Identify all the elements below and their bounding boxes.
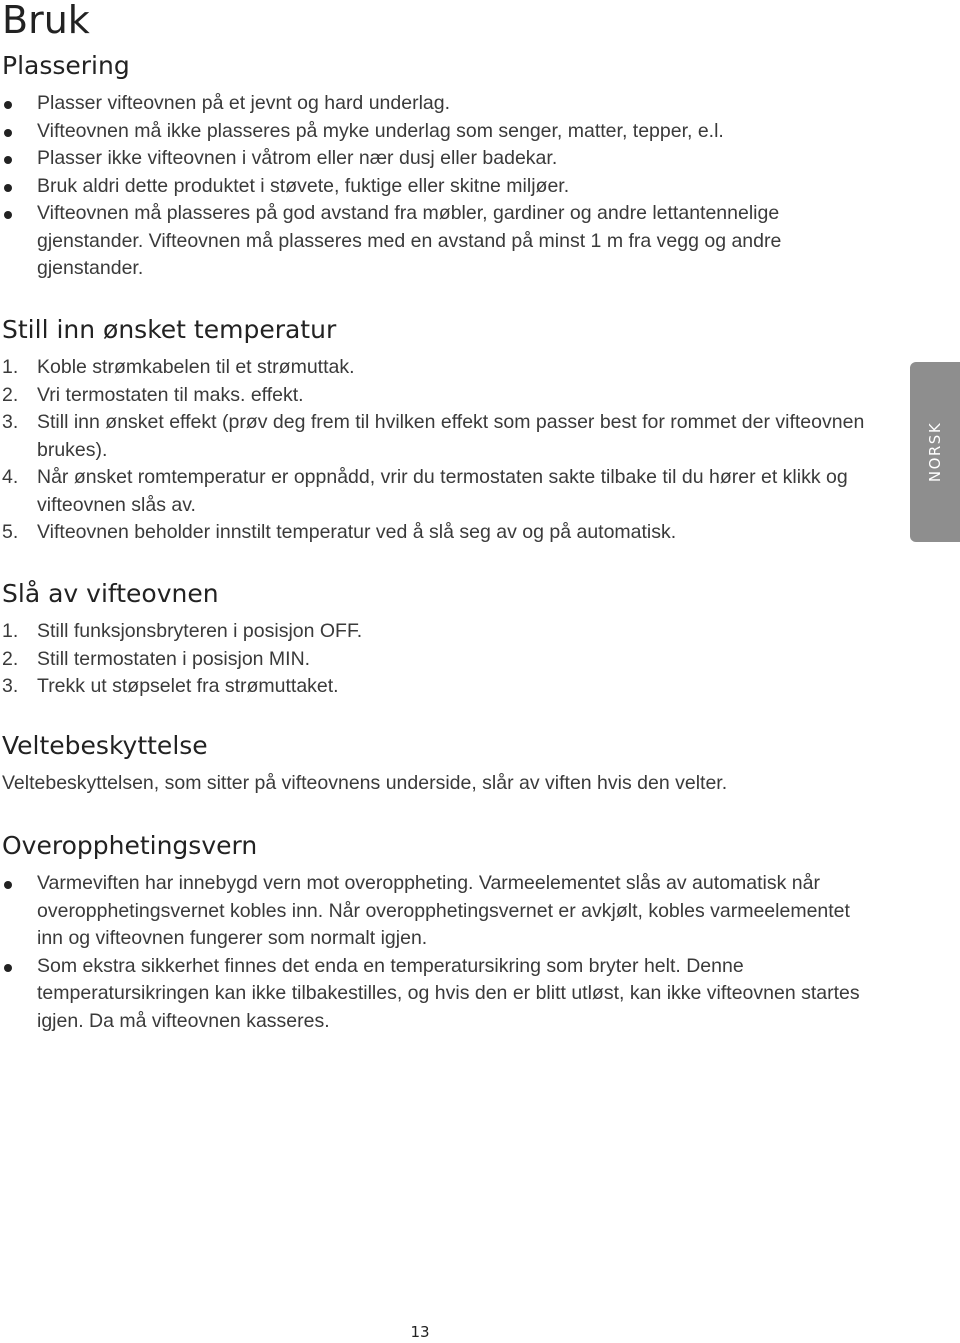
list-item-text: Varmeviften har innebygd vern mot overoppheting. Varmeelementet slås av automatisk når overopphetingsvernet kobles inn. Når overopphetingsvernet er avkjølt, kobles varmeelementet inn og vifteovnen fungerer som normalt igjen.: [37, 872, 850, 949]
step-item: [0, 409, 880, 464]
section-heading-veltebeskyttelse: Veltebeskyttelse: [2, 731, 208, 760]
list-item: [0, 90, 880, 118]
list-item-text: Vifteovnen må plasseres på god avstand fra møbler, gardiner og andre lettantennelige gjenstander. Vifteovnen må plasseres med en avstand på minst 1 m fra vegg og andre gjenstander.: [37, 202, 782, 279]
step-number: 2.: [2, 383, 19, 406]
step-text: Still inn ønsket effekt (prøv deg frem til hvilken effekt som passer best for rommet der vifteovnen brukes).: [37, 411, 865, 461]
section-heading-sla-av: Slå av vifteovnen: [2, 579, 219, 608]
step-item: [0, 519, 880, 547]
step-number: 1.: [2, 620, 19, 642]
step-text: Still funksjonsbryteren i posisjon OFF.: [37, 620, 363, 642]
section-heading-overoppheting: Overopphetingsvern: [2, 831, 258, 860]
step-item: [0, 354, 880, 382]
step-text: Vri termostaten til maks. effekt.: [37, 383, 304, 406]
step-text: Vifteovnen beholder innstilt temperatur ved å slå seg av og på automatisk.: [37, 521, 677, 543]
list-item: [0, 870, 880, 953]
bullet-icon: [4, 881, 12, 889]
bullet-icon: [4, 101, 12, 109]
section-heading-plassering: Plassering: [2, 51, 130, 80]
list-item: [0, 173, 880, 201]
list-item: [0, 953, 880, 1036]
bullet-icon: [4, 129, 12, 137]
bullet-icon: [4, 184, 12, 192]
step-text: Trekk ut støpselet fra strømuttaket.: [37, 675, 339, 697]
step-number: 3.: [2, 675, 19, 697]
step-number: 4.: [2, 466, 19, 488]
list-item: [0, 145, 880, 173]
bullet-icon: [4, 211, 12, 219]
list-item-text: Plasser vifteovnen på et jevnt og hard underlag.: [37, 92, 451, 114]
list-item-text: Vifteovnen må ikke plasseres på myke underlag som senger, matter, tepper, e.l.: [37, 119, 724, 142]
page-title: Bruk: [2, 0, 90, 42]
step-item: [0, 382, 880, 410]
overoppheting-list: [0, 870, 880, 1035]
language-tab-label: NORSK: [926, 421, 944, 483]
step-text: Koble strømkabelen til et strømuttak.: [37, 356, 355, 378]
veltebeskyttelse-text: Veltebeskyttelsen, som sitter på vifteovnens underside, slår av viften hvis den velter.: [2, 772, 728, 794]
bullet-icon: [4, 156, 12, 164]
step-number: 5.: [2, 521, 19, 543]
step-number: 2.: [2, 647, 19, 670]
step-number: 3.: [2, 411, 19, 433]
plassering-list: [0, 90, 880, 283]
list-item-text: Bruk aldri dette produktet i støvete, fuktige eller skitne miljøer.: [37, 174, 570, 197]
sla-av-steps: [0, 618, 880, 701]
temperatur-steps: [0, 354, 880, 547]
step-item: [0, 618, 880, 646]
step-item: [0, 673, 880, 701]
list-item-text: Plasser ikke vifteovnen i våtrom eller nær dusj eller badekar.: [37, 147, 558, 169]
list-item: [0, 118, 880, 146]
page-number: 13: [410, 1323, 430, 1341]
list-item: [0, 200, 880, 283]
step-text: Når ønsket romtemperatur er oppnådd, vrir du termostaten sakte tilbake til du hører et klikk og vifteovnen slås av.: [37, 466, 848, 516]
language-tab: [910, 362, 960, 542]
step-number: 1.: [2, 356, 19, 378]
list-item-text: Som ekstra sikkerhet finnes det enda en temperatursikring som bryter helt. Denne temperatursikringen kan ikke tilbakestilles, og hvis den er blitt utløst, kan ikke vifteovnen startes igjen. Da må vifteovnen kasseres.: [37, 954, 860, 1032]
step-item: [0, 464, 880, 519]
step-item: [0, 646, 880, 674]
section-heading-temperatur: Still inn ønsket temperatur: [2, 315, 337, 344]
bullet-icon: [4, 964, 12, 972]
step-text: Still termostaten i posisjon MIN.: [37, 647, 311, 670]
